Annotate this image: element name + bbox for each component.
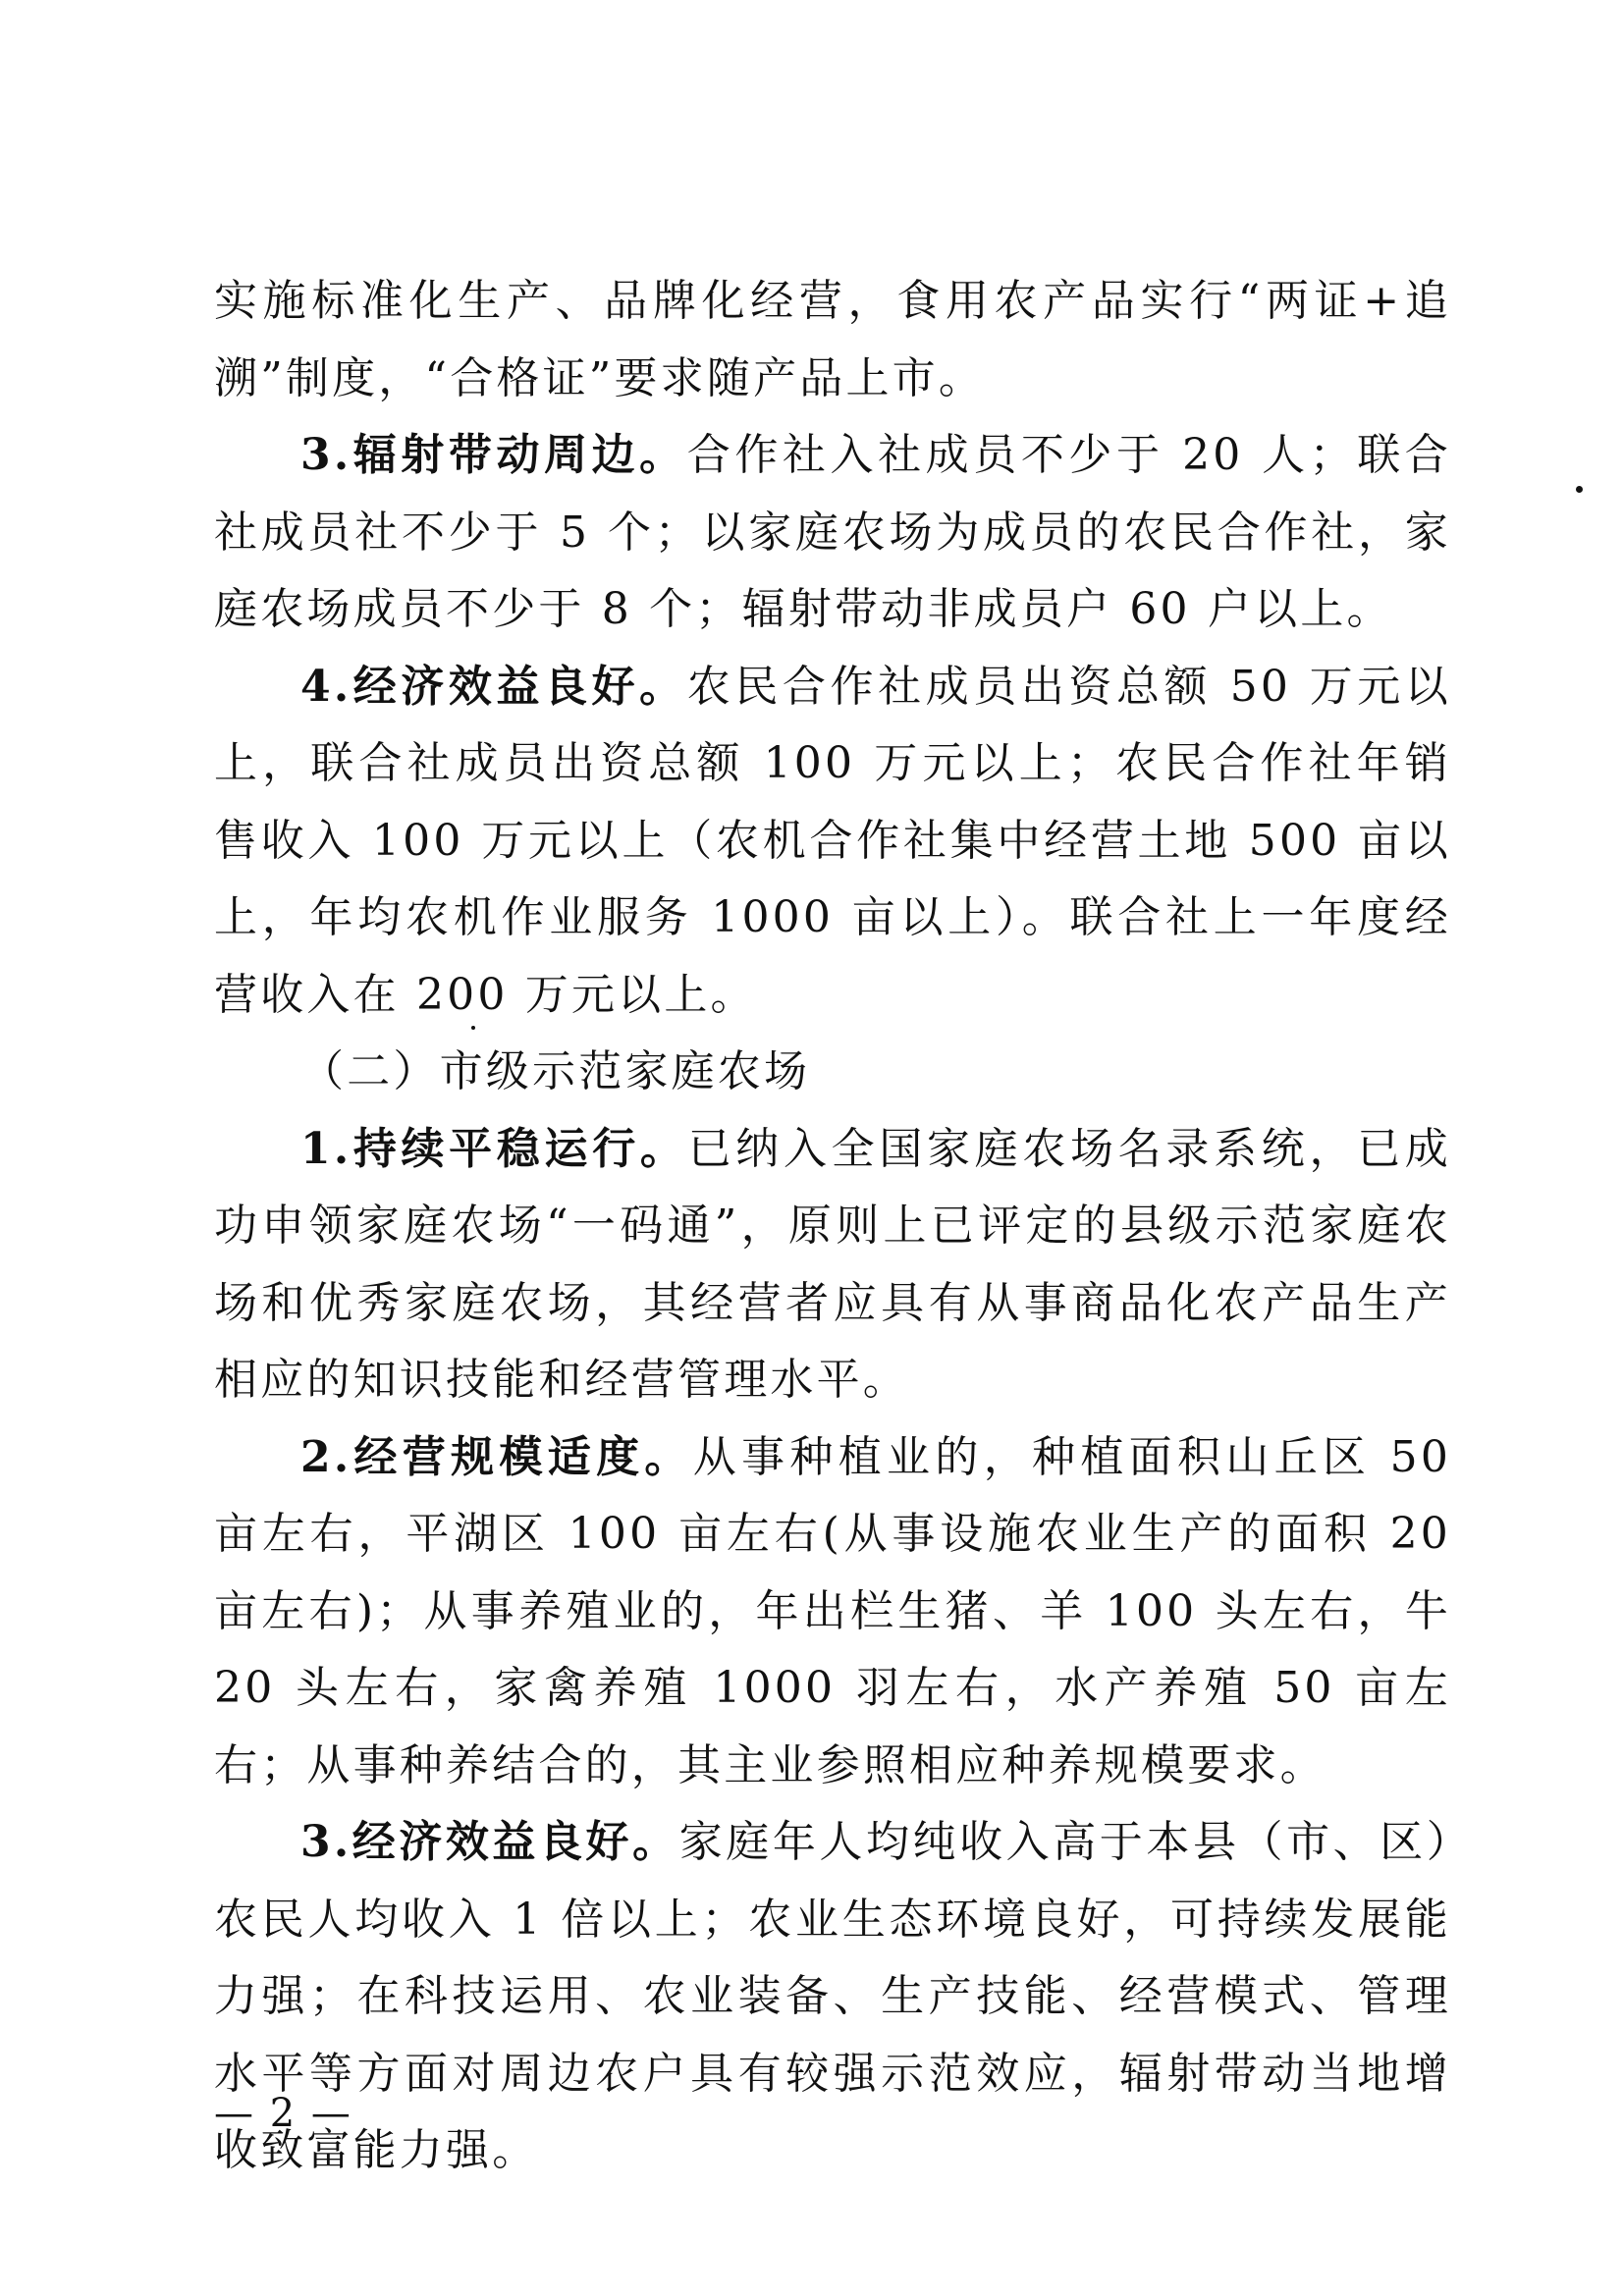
- page-number: — 2 —: [214, 2091, 352, 2136]
- paragraph-stable-operation: [214, 1111, 1451, 1419]
- section-heading: [214, 1034, 1451, 1111]
- paragraph-lead: 3.经济效益良好。: [300, 1817, 679, 1867]
- scan-speck: [471, 1026, 475, 1030]
- paragraph-lead: 1.持续平稳运行。: [300, 1123, 688, 1174]
- paragraph-continuation: [214, 263, 1451, 417]
- section-heading-text: （二）市级示范家庭农场: [300, 1046, 811, 1096]
- paragraph-text: 从事种植业的，种植面积山丘区 50 亩左右，平湖区 100 亩左右(从事设施农业生产的面积 20 亩左右)；从事养殖业的，年出栏生猪、羊 100 头左右，牛 20 头左右，家禽养殖 1000 羽左右，水产养殖 50 亩左右；从事种养结合的，其主业参照相应种养规模要求。: [214, 1431, 1452, 1790]
- paragraph-text: 合作社入社成员不少于 20 人；联合社成员社不少于 5 个；以家庭农场为成员的农民合作社，家庭农场成员不少于 8 个；辐射带动非成员户 60 户以上。: [214, 430, 1452, 634]
- paragraph-radiation: [214, 417, 1451, 649]
- paragraph-text: 家庭年人均纯收入高于本县（市、区）农民人均收入 1 倍以上；农业生态环境良好，可持续发展能力强；在科技运用、农业装备、生产技能、经营模式、管理水平等方面对周边农户具有较强示范效应，辐射带动当地增收致富能力强。: [214, 1817, 1451, 2175]
- paragraph-lead: 3.辐射带动周边。: [300, 430, 687, 480]
- paragraph-lead: 4.经济效益良好。: [300, 661, 687, 712]
- scan-speck: [1576, 486, 1583, 493]
- paragraph-text: 实施标准化生产、品牌化经营，食用农产品实行“两证+追溯”制度，“合格证”要求随产品上市。: [214, 276, 1451, 403]
- document-body: [214, 263, 1451, 2190]
- paragraph-scale: [214, 1419, 1451, 1805]
- paragraph-text: 已纳入全国家庭农场名录系统，已成功申领家庭农场“一码通”，原则上已评定的县级示范家庭农场和优秀家庭农场，其经营者应具有从事商品化农产品生产相应的知识技能和经营管理水平。: [214, 1123, 1452, 1405]
- paragraph-economic-benefit-coop: [214, 649, 1451, 1035]
- paragraph-lead: 2.经营规模适度。: [300, 1431, 693, 1482]
- paragraph-economic-benefit-farm: [214, 1804, 1451, 2190]
- paragraph-text: 农民合作社成员出资总额 50 万元以上，联合社成员出资总额 100 万元以上；农民合作社年销售收入 100 万元以上（农机合作社集中经营土地 500 亩以上，年均农机作业服务 1000 亩以上）。联合社上一年度经营收入在 200 万元以上。: [214, 661, 1452, 1020]
